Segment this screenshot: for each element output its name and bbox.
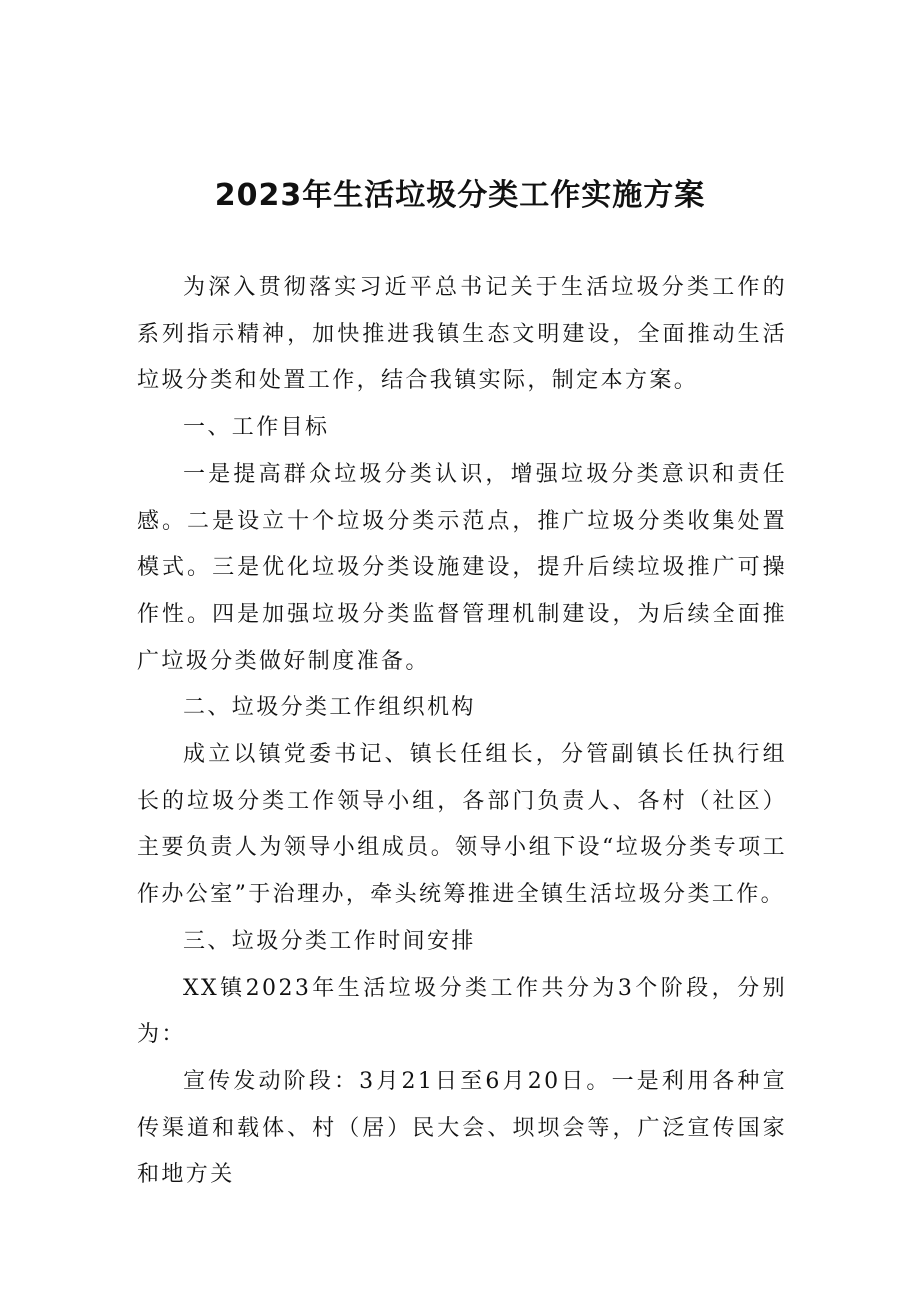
section-heading-goals: 一、工作目标: [183, 415, 330, 441]
document-body: [137, 265, 787, 1199]
document-title: 2023年生活垃圾分类工作实施方案: [214, 178, 706, 213]
intro-paragraph: 为深入贯彻落实习近平总书记关于生活垃圾分类工作的系列指示精神，加快推进我镇生态文明建设，全面推动生活垃圾分类和处置工作，结合我镇实际，制定本方案。: [137, 275, 787, 394]
organization-paragraph: 成立以镇党委书记、镇长任组长，分管副镇长任执行组长的垃圾分类工作领导小组，各部门负责人、各村（社区）主要负责人为领导小组成员。领导小组下设“垃圾分类专项工作办公室”于治理办，牵头统筹推进全镇生活垃圾分类工作。: [137, 742, 787, 908]
goals-paragraph: 一是提高群众垃圾分类认识，增强垃圾分类意识和责任感。二是设立十个垃圾分类示范点，推广垃圾分类收集处置模式。三是优化垃圾分类设施建设，提升后续垃圾推广可操作性。四是加强垃圾分类监督管理机制建设，为后续全面推广垃圾分类做好制度准备。: [137, 461, 787, 674]
schedule-intro-paragraph: XX镇2023年生活垃圾分类工作共分为3个阶段，分别为：: [137, 975, 787, 1048]
section-heading-schedule: 三、垃圾分类工作时间安排: [183, 928, 476, 954]
publicity-stage-paragraph: 宣传发动阶段：3月21日至6月20日。一是利用各种宣传渠道和载体、村（居）民大会、坝坝会等，广泛宣传国家和地方关: [137, 1068, 787, 1188]
section-heading-organization: 二、垃圾分类工作组织机构: [183, 695, 476, 721]
